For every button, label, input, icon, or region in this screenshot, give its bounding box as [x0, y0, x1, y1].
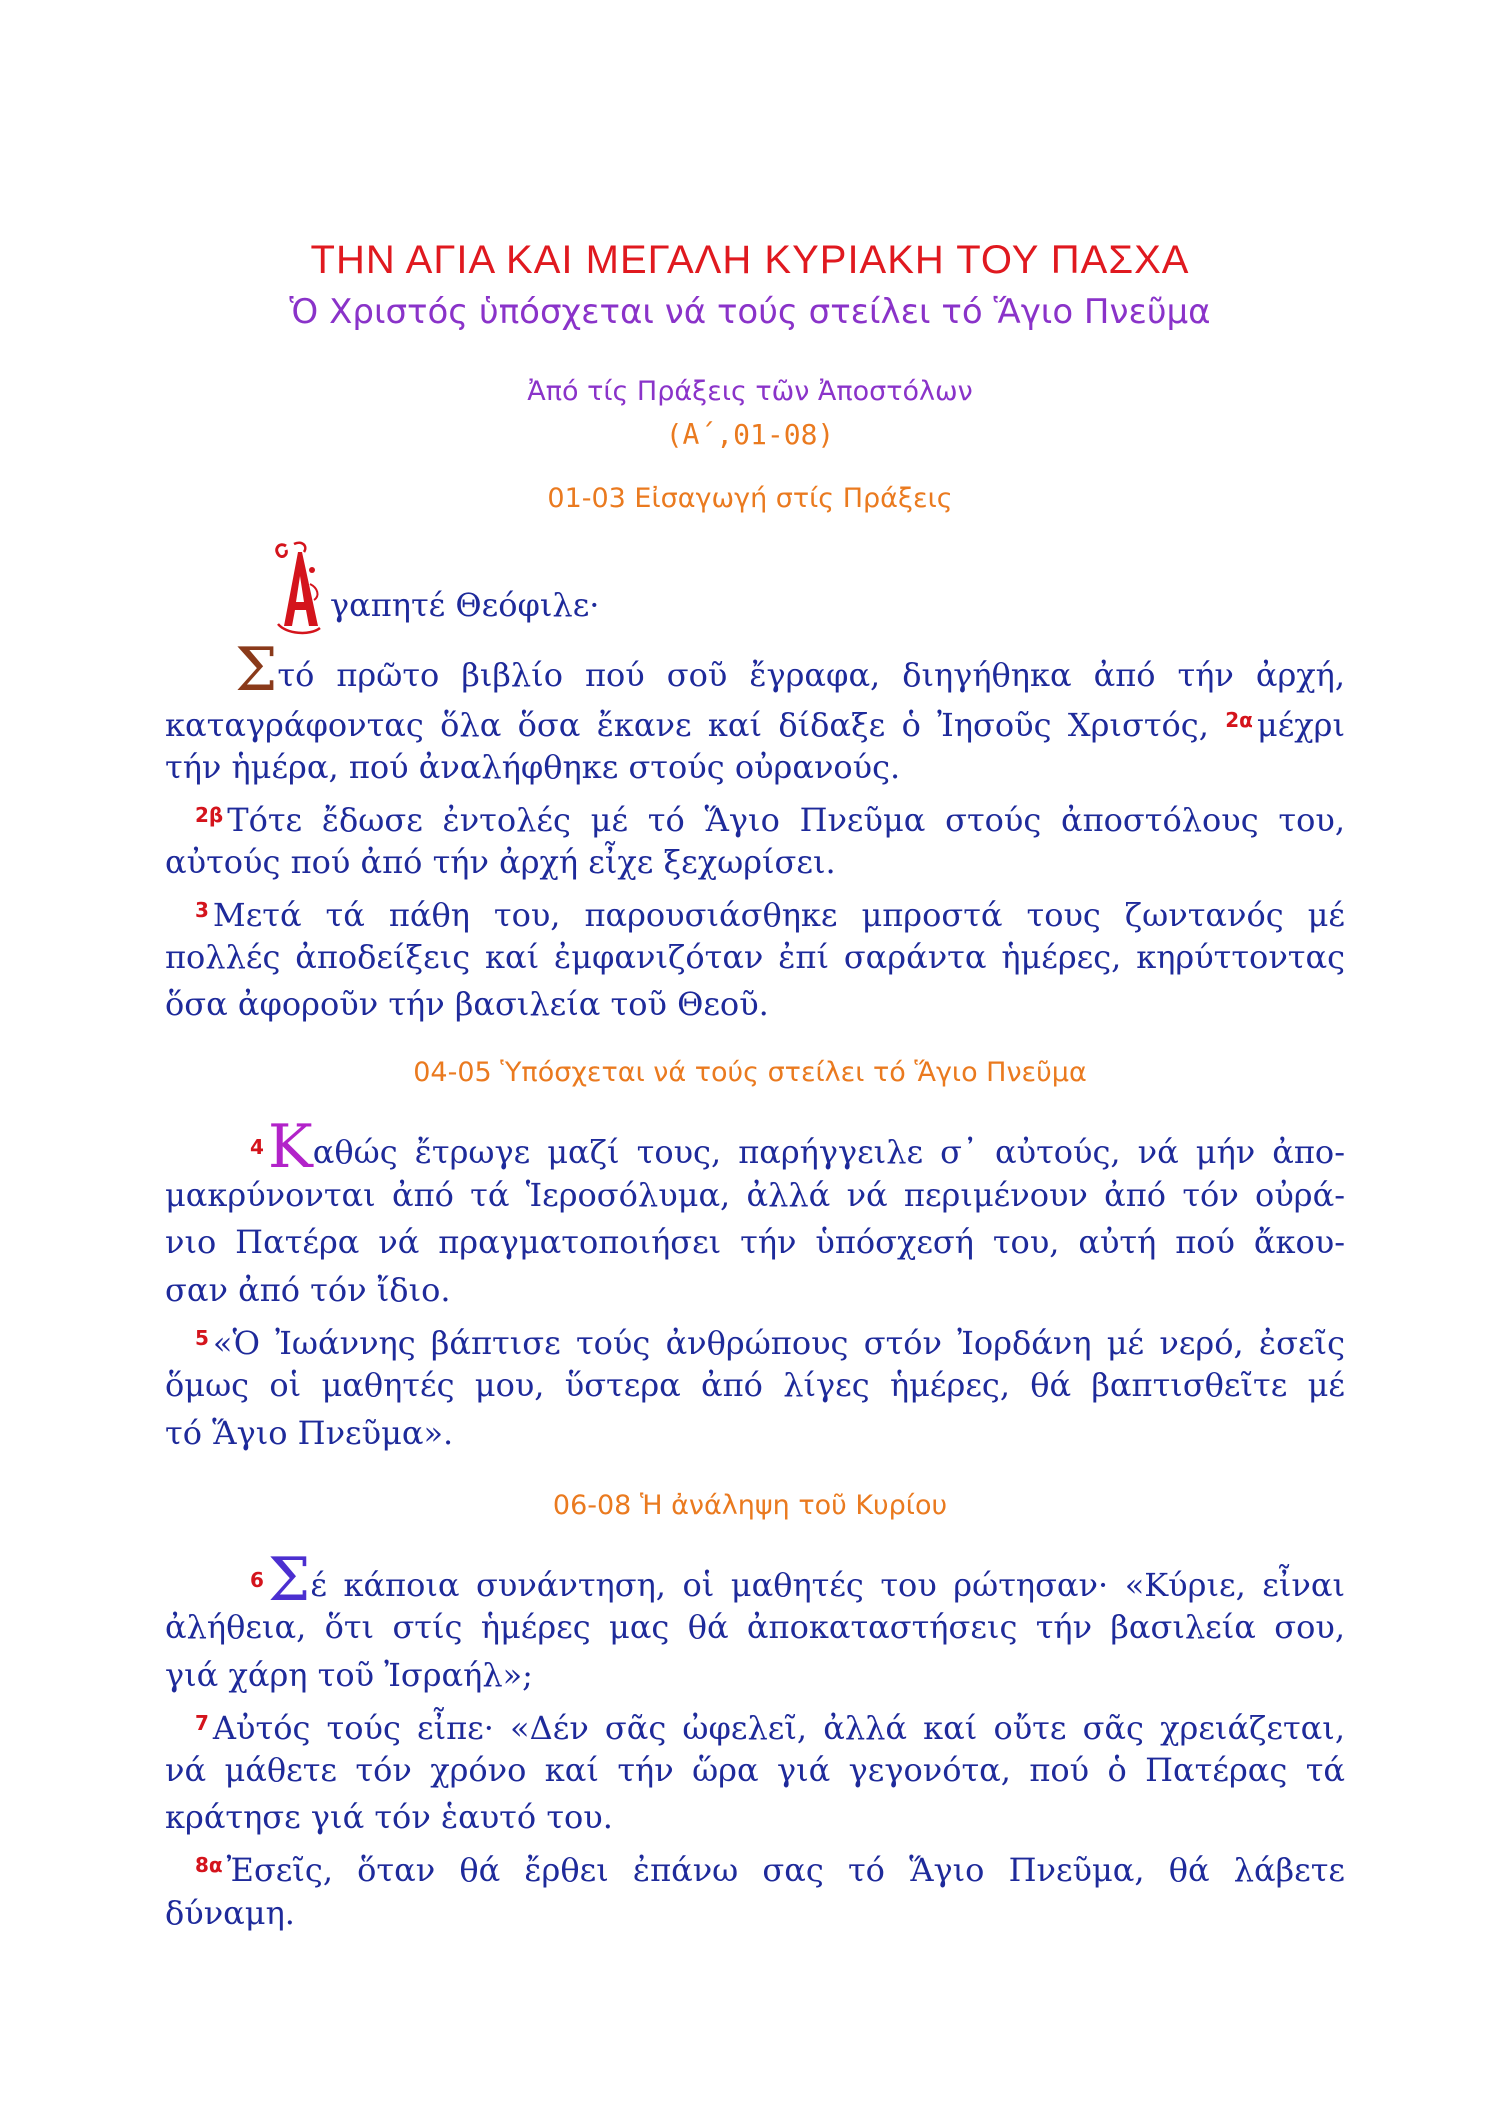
body-line — [250, 1545, 1345, 1615]
verse-number: 2α — [1225, 708, 1253, 732]
body-line — [195, 1318, 1345, 1363]
body-line: κράτησε γιά τόν ἑαυτό του. — [165, 1798, 613, 1836]
chapter-reference: (Α΄,01-08) — [665, 418, 835, 451]
dropcap-sigma: Σ — [267, 1545, 311, 1615]
body-text: Μετά τά πάθη του, παρουσιάσθηκε μπροστά τους ζωντανός μέ — [212, 896, 1345, 934]
body-line — [250, 1112, 1345, 1182]
source-line: Ἀπό τίς Πράξεις τῶν Ἀποστόλων — [527, 376, 973, 407]
opening-line: γαπητέ Θεόφιλε· — [330, 586, 600, 624]
body-line: τό Ἅγιο Πνεῦμα». — [165, 1414, 454, 1452]
verse-number: 5 — [195, 1326, 209, 1350]
page-subtitle: Ὁ Χριστός ὑπόσχεται νά τούς στείλει τό Ἅγιο Πνεῦμα — [289, 292, 1211, 332]
body-text: Αὐτός τούς εἶπε· «Δέν σᾶς ὠφελεῖ, ἀλλά καί οὔτε σᾶς χρειάζεται, — [212, 1709, 1345, 1747]
body-line — [195, 1703, 1345, 1748]
body-line: δύναμη. — [165, 1894, 295, 1932]
ornamental-capital-alpha — [272, 540, 324, 636]
body-line: σαν ἀπό τόν ἴδιο. — [165, 1271, 451, 1309]
body-line: νά μάθετε τόν χρόνο καί τήν ὥρα γιά γεγονότα, πού ὁ Πατέρας τά — [165, 1751, 1345, 1789]
body-line: ὅσα ἀφοροῦν τήν βασιλεία τοῦ Θεοῦ. — [165, 985, 769, 1023]
body-text: μέχρι — [1256, 706, 1346, 744]
verse-number: 6 — [250, 1568, 264, 1592]
body-line — [195, 795, 1345, 840]
section-heading-ascension: 06-08 Ἡ ἀνάληψη τοῦ Κυρίου — [552, 1490, 948, 1521]
verse-number: 4 — [250, 1135, 264, 1159]
body-text: «Ὁ Ἰωάννης βάπτισε τούς ἀνθρώπους στόν Ἰορδάνη μέ νερό, ἐσεῖς — [212, 1324, 1345, 1362]
body-line — [165, 700, 1345, 745]
verse-number: 3 — [195, 898, 209, 922]
body-line: μακρύνονται ἀπό τά Ἱεροσόλυμα, ἀλλά νά περιμένουν ἀπό τόν οὐρά- — [165, 1176, 1345, 1214]
body-line: αὐτούς πού ἀπό τήν ἀρχή εἶχε ξεχωρίσει. — [165, 843, 836, 881]
body-text: τό πρῶτο βιβλίο πού σοῦ ἔγραφα, διηγήθηκα ἀπό τήν ἀρχή, — [277, 656, 1345, 694]
section-heading-promise: 04-05 Ὑπόσχεται νά τούς στείλει τό Ἅγιο Πνεῦμα — [413, 1057, 1087, 1088]
verse-number: 8α — [195, 1853, 223, 1877]
verse-number: 2β — [195, 803, 224, 827]
body-line — [195, 890, 1345, 935]
body-line: ὅμως οἱ μαθητές μου, ὕστερα ἀπό λίγες ἡμέρες, θά βαπτισθεῖτε μέ — [165, 1366, 1345, 1404]
section-heading-intro: 01-03 Εἰσαγωγή στίς Πράξεις — [547, 483, 953, 514]
body-text: καταγράφοντας ὅλα ὅσα ἔκανε καί δίδαξε ὁ Ἰησοῦς Χριστός, — [165, 706, 1209, 744]
body-text: Ἐσεῖς, ὅταν θά ἔρθει ἐπάνω σας τό Ἅγιο Πνεῦμα, θά λάβετε — [226, 1851, 1345, 1889]
body-line: τήν ἡμέρα, πού ἀναλήφθηκε στούς οὐρανούς. — [165, 748, 901, 786]
body-text: Τότε ἔδωσε ἐντολές μέ τό Ἅγιο Πνεῦμα στούς ἀποστόλους του, — [227, 801, 1345, 839]
dropcap-sigma: Σ — [235, 635, 278, 705]
body-line: ἀλήθεια, ὅτι στίς ἡμέρες μας θά ἀποκαταστήσεις τήν βασιλεία σου, — [165, 1608, 1345, 1646]
page-title: ΤΗΝ ΑΓΙΑ ΚΑΙ ΜΕΓΑΛΗ ΚΥΡΙΑΚΗ ΤΟΥ ΠΑΣΧΑ — [310, 238, 1190, 282]
body-line — [195, 1845, 1345, 1890]
body-line: γιά χάρη τοῦ Ἰσραήλ»; — [165, 1656, 533, 1694]
body-line: νιο Πατέρα νά πραγματοποιήσει τήν ὑπόσχεσή του, αὐτή πού ἄκου- — [165, 1223, 1345, 1261]
dropcap-kappa: Κ — [267, 1112, 313, 1182]
body-line — [235, 635, 1345, 705]
body-text: αθώς ἔτρωγε μαζί τους, παρήγγειλε σ᾽ αὐτούς, νά μήν ἀπο- — [312, 1133, 1345, 1171]
body-text: έ κάποια συνάντηση, οἱ μαθητές του ρώτησαν· «Κύριε, εἶναι — [310, 1566, 1345, 1604]
body-line: πολλές ἀποδείξεις καί ἐμφανιζόταν ἐπί σαράντα ἡμέρες, κηρύττοντας — [165, 938, 1345, 976]
verse-number: 7 — [195, 1711, 209, 1735]
